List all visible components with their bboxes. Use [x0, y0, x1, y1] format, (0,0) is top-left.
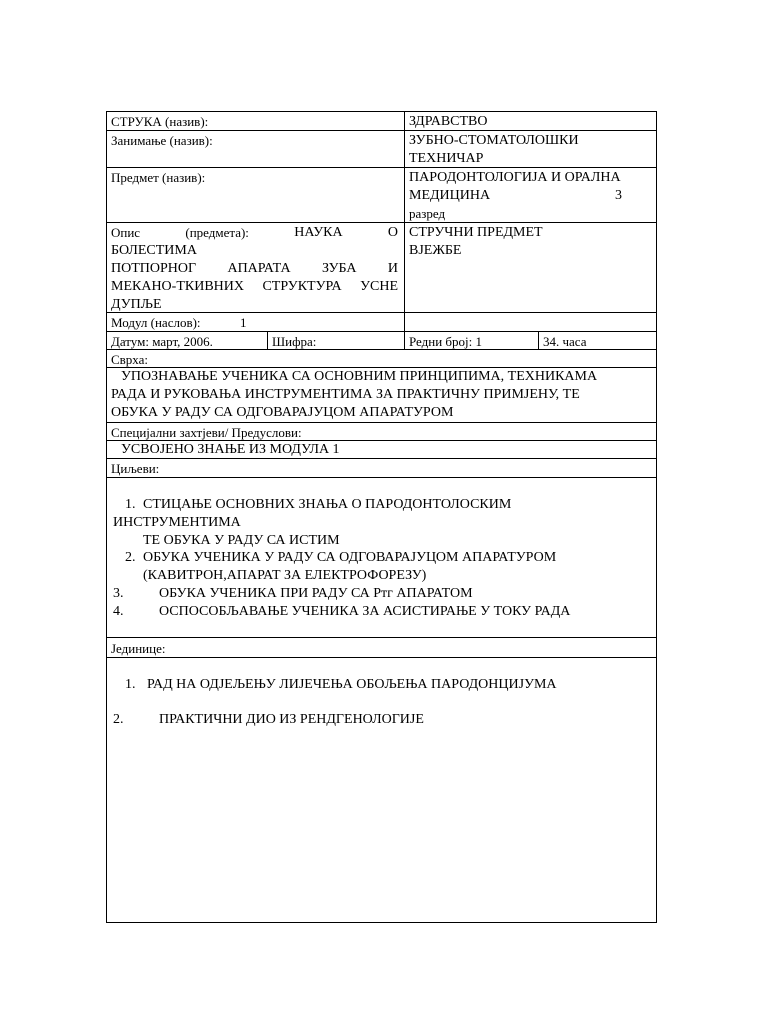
opis-word: О	[387, 225, 398, 240]
opis-value-line: ВЈЕЖБЕ	[409, 243, 462, 258]
row-zanimanje	[107, 131, 656, 168]
ciljevi-item-text: ТЕ ОБУКА У РАДУ СА ИСТИМ	[143, 533, 340, 548]
ciljevi-list	[107, 478, 656, 637]
opis-value	[404, 223, 656, 312]
jedinice-item-text: РАД НА ОДЈЕЉЕЊУ ЛИЈЕЧЕЊА ОБОЉЕЊА ПАРОДОНЦИЈУМА	[147, 677, 557, 692]
row-zahtjevi-label	[107, 423, 656, 441]
jedinice-item-number: 2.	[113, 712, 124, 727]
redni-broj-label: Редни број: 1	[404, 332, 538, 349]
zanimanje-label: Занимање (назив):	[111, 133, 213, 148]
row-ciljevi-content	[107, 478, 656, 638]
predmet-value-line: ПАРОДОНТОЛОГИЈА И ОРАЛНА	[409, 170, 621, 185]
row-svrha-content	[107, 368, 656, 423]
opis-word: (предмета):	[185, 225, 249, 240]
svrha-line: РАДА И РУКОВАЊА ИНСТРУМЕНТИМА ЗА ПРАКТИЧНУ ПРИМЈЕНУ, ТЕ	[111, 387, 580, 402]
svrha-line: ОБУКА У РАДУ СА ОДГОВАРАЈУЦОМ АПАРАТУРОМ	[111, 405, 454, 420]
modul-label: Модул (наслов):	[111, 315, 201, 330]
struka-label: СТРУКА (назив):	[111, 114, 209, 129]
predmet-value	[404, 168, 656, 222]
jedinice-list	[107, 658, 656, 922]
row-jedinice-label	[107, 638, 656, 658]
zanimanje-value	[404, 131, 656, 167]
jedinice-item-number: 1.	[125, 677, 136, 692]
row-opis	[107, 223, 656, 313]
casa-label: 34. часа	[538, 332, 656, 349]
opis-line: ДУПЉЕ	[111, 297, 162, 312]
ciljevi-item-text: СТИЦАЊЕ ОСНОВНИХ ЗНАЊА О ПАРОДОНТОЛОСКИМ	[143, 497, 512, 512]
predmet-value-razred: разред	[409, 206, 446, 221]
jedinice-item-text: ПРАКТИЧНИ ДИО ИЗ РЕНДГЕНОЛОГИЈЕ	[159, 712, 424, 727]
zahtjevi-label: Специјални захтјеви/ Предуслови:	[111, 425, 302, 440]
ciljevi-item-text: ОБУКА УЧЕНИКА У РАДУ СА ОДГОВАРАЈУЦОМ АПАРАТУРОМ	[143, 550, 557, 565]
row-zahtjevi-value	[107, 441, 656, 459]
opis-label	[107, 223, 404, 312]
ciljevi-item-text: ОСПОСОБЉАВАЊЕ УЧЕНИКА ЗА АСИСТИРАЊЕ У ТОКУ РАДА	[159, 604, 571, 619]
zanimanje-value-line: ТЕХНИЧАР	[409, 151, 484, 166]
svrha-line: УПОЗНАВАЊЕ УЧЕНИКА СА ОСНОВНИМ ПРИНЦИПИМА, ТЕХНИКАМА	[121, 369, 598, 384]
row-modul	[107, 313, 656, 332]
svrha-label: Сврха:	[111, 352, 149, 367]
opis-value-line: СТРУЧНИ ПРЕДМЕТ	[409, 225, 543, 240]
ciljevi-item-text: ОБУКА УЧЕНИКА ПРИ РАДУ СА Ртг АПАРАТОМ	[159, 586, 473, 601]
modul-value-empty	[404, 313, 656, 331]
predmet-label: Предмет (назив):	[111, 170, 206, 185]
row-jedinice-content	[107, 658, 656, 922]
opis-line: ПОТПОРНОГ АПАРАТА ЗУБА И	[111, 261, 398, 276]
zahtjevi-value: УСВОЈЕНО ЗНАЊЕ ИЗ МОДУЛА 1	[121, 442, 340, 457]
ciljevi-label: Циљеви:	[111, 461, 160, 476]
opis-word: НАУКА	[294, 225, 343, 240]
opis-line: БОЛЕСТИМА	[111, 243, 197, 258]
ciljevi-item-number: 3.	[113, 586, 124, 601]
ciljevi-item-number: 4.	[113, 604, 124, 619]
zanimanje-value-line: ЗУБНО-СТОМАТОЛОШКИ	[409, 133, 579, 148]
module-form-table	[106, 111, 657, 923]
datum-label: Датум: март, 2006.	[111, 334, 213, 349]
row-predmet	[107, 168, 656, 223]
ciljevi-item-number: 2.	[125, 550, 136, 565]
opis-word: Опис	[111, 225, 141, 240]
row-svrha-label	[107, 350, 656, 368]
row-datum	[107, 332, 656, 350]
sifra-label: Шифра:	[267, 332, 404, 349]
predmet-value-number: 3	[615, 188, 622, 203]
predmet-value-line	[409, 187, 652, 205]
modul-number: 1	[240, 315, 247, 330]
predmet-value-medicina: МЕДИЦИНА	[409, 188, 491, 203]
jedinice-label: Јединице:	[111, 641, 166, 656]
ciljevi-item-text: ИНСТРУМЕНТИМА	[113, 515, 241, 530]
ciljevi-item-text: (КАВИТРОН,АПАРАТ ЗА ЕЛЕКТРОФОРЕЗУ)	[143, 568, 427, 583]
row-struka	[107, 112, 656, 131]
svrha-content	[107, 368, 656, 422]
ciljevi-item-number: 1.	[125, 497, 136, 512]
modul-cell	[107, 313, 404, 331]
row-ciljevi-label	[107, 459, 656, 478]
opis-first-line	[111, 224, 398, 242]
struka-value: ЗДРАВСТВО	[404, 112, 656, 130]
opis-line: МЕКАНО-ТКИВНИХ СТРУКТУРА УСНЕ	[111, 279, 398, 294]
